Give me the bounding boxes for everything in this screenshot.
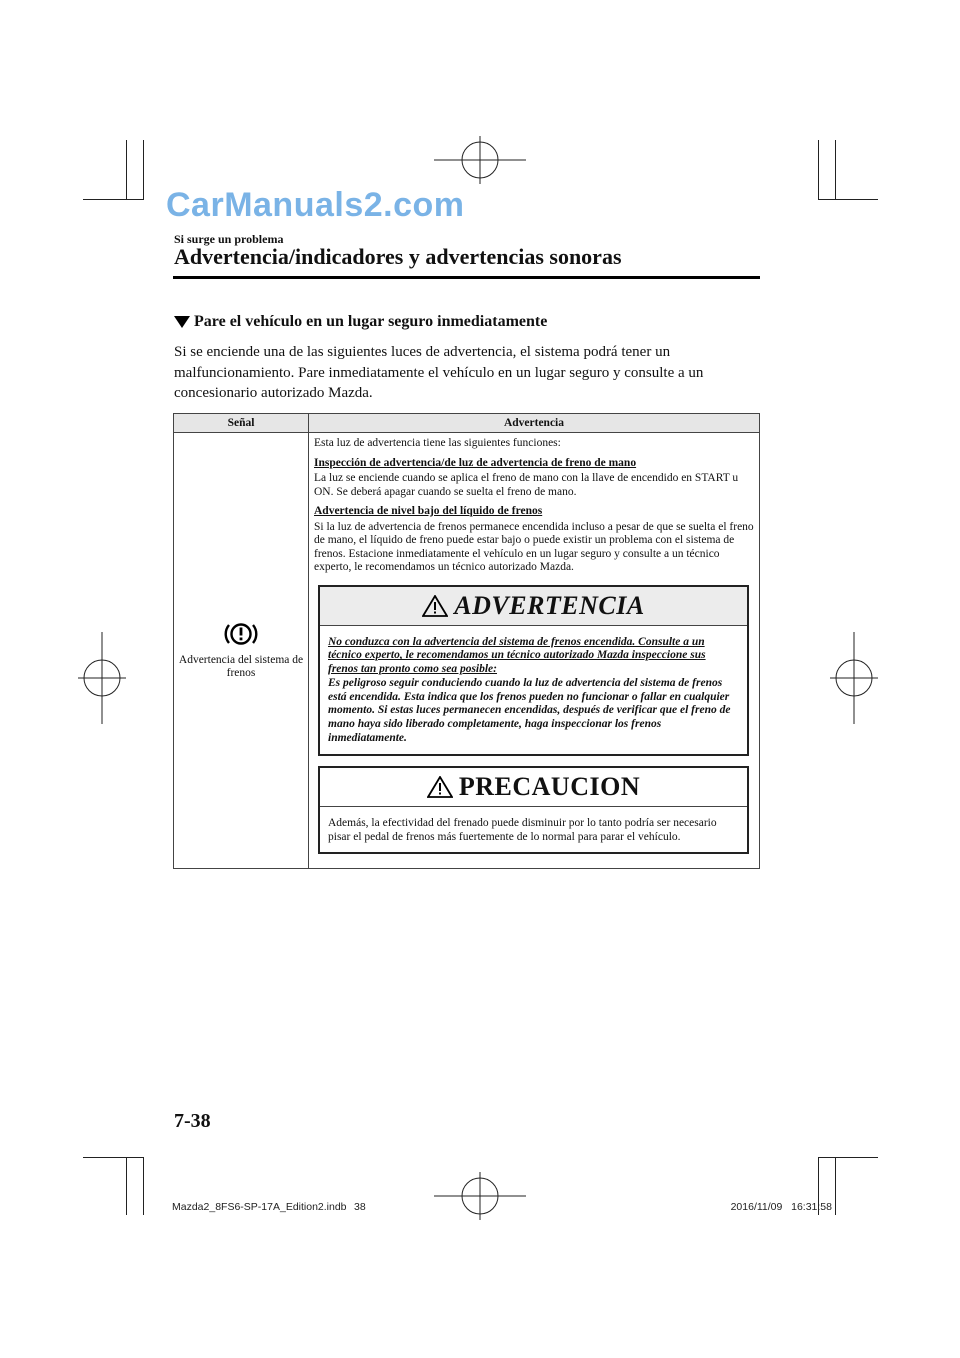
caution-box-title: PRECAUCION <box>458 772 641 802</box>
subtitle-handbrake: Inspección de advertencia/de luz de advertencia de freno de mano <box>314 456 637 469</box>
footer-page: 38 <box>354 1201 366 1213</box>
warning-cell <box>309 433 760 869</box>
warning-box-underlined: No conduzca con la advertencia del sistema de frenos encendida. Consulte a un técnico experto, le recomendamos un técnico autorizado Mazda inspeccione sus frenos tan pronto como sea posible: <box>328 635 706 676</box>
triangle-bullet-icon <box>174 316 190 328</box>
table-row <box>174 433 760 869</box>
subheading-text: Pare el vehículo en un lugar seguro inmediatamente <box>194 313 548 330</box>
intro-paragraph: Si se enciende una de las siguientes luces de advertencia, el sistema podrá tener un malfuncionamiento. Pare inmediatamente el vehículo en un lugar seguro y consulte a un concesionario autorizado Mazda. <box>174 344 704 401</box>
warning-intro: Esta luz de advertencia tiene las siguientes funciones: <box>314 437 561 449</box>
page-number: 7-38 <box>174 1110 211 1132</box>
registration-mark-top <box>434 136 526 184</box>
signal-cell <box>174 433 309 869</box>
caution-box-header <box>320 768 747 807</box>
warning-triangle-icon <box>422 595 448 617</box>
warning-table <box>173 413 760 869</box>
text-handbrake: La luz se enciende cuando se aplica el freno de mano con la llave de encendido en START u ON. Se deberá apagar cuando se suelta el freno de mano. <box>314 472 739 498</box>
brake-warning-icon <box>223 621 259 647</box>
warning-box-title: ADVERTENCIA <box>454 590 645 620</box>
caution-box <box>318 766 749 855</box>
footer-file: Mazda2_8FS6-SP-17A_Edition2.indb <box>172 1201 347 1213</box>
subheading <box>174 313 547 331</box>
caution-box-text: Además, la efectividad del frenado puede disminuir por lo tanto podría ser necesario pisar el pedal de frenos más fuertemente de lo normal para parar el vehículo. <box>328 816 717 843</box>
warning-box-text: Es peligroso seguir conduciendo cuando la luz de advertencia del sistema de frenos está encendida. Esta indica que los frenos pueden no funcionar o fallar en cualquier momento. Si estas luces permanecen encendidas, después de verificar que el freno de mano haya sido liberado completamente, haga inspeccionar los frenos inmediatamente. <box>328 676 731 745</box>
col-header-signal: Señal <box>174 414 309 433</box>
table-header-row <box>174 414 760 433</box>
registration-mark-right <box>830 632 878 724</box>
footer-date: 2016/11/09 16:31:58 <box>730 1201 832 1213</box>
registration-mark-bottom <box>434 1172 526 1220</box>
warning-box <box>318 585 749 756</box>
registration-mark-left <box>78 632 126 724</box>
header-rule <box>173 276 760 279</box>
chapter-title: Advertencia/indicadores y advertencias sonoras <box>174 244 622 269</box>
watermark[interactable]: CarManuals2.com <box>166 186 465 224</box>
text-fluid-level: Si la luz de advertencia de frenos permanece encendida incluso a pesar de que se suelta el freno de mano, el líquido de freno puede estar bajo o puede existir un problema con el sistema de frenos. Estacione inmediatamente el vehículo en un lugar seguro y consulte a un técnico experto, le recomendamos un técnico autorizado Mazda. <box>314 520 754 573</box>
signal-label: Advertencia del sistema de frenos <box>178 654 304 680</box>
col-header-warning: Advertencia <box>309 414 760 433</box>
warning-box-header <box>320 587 747 626</box>
caution-triangle-icon <box>427 776 453 798</box>
section-name: Si surge un problema <box>174 232 284 246</box>
subtitle-fluid-level: Advertencia de nivel bajo del líquido de frenos <box>314 505 543 517</box>
